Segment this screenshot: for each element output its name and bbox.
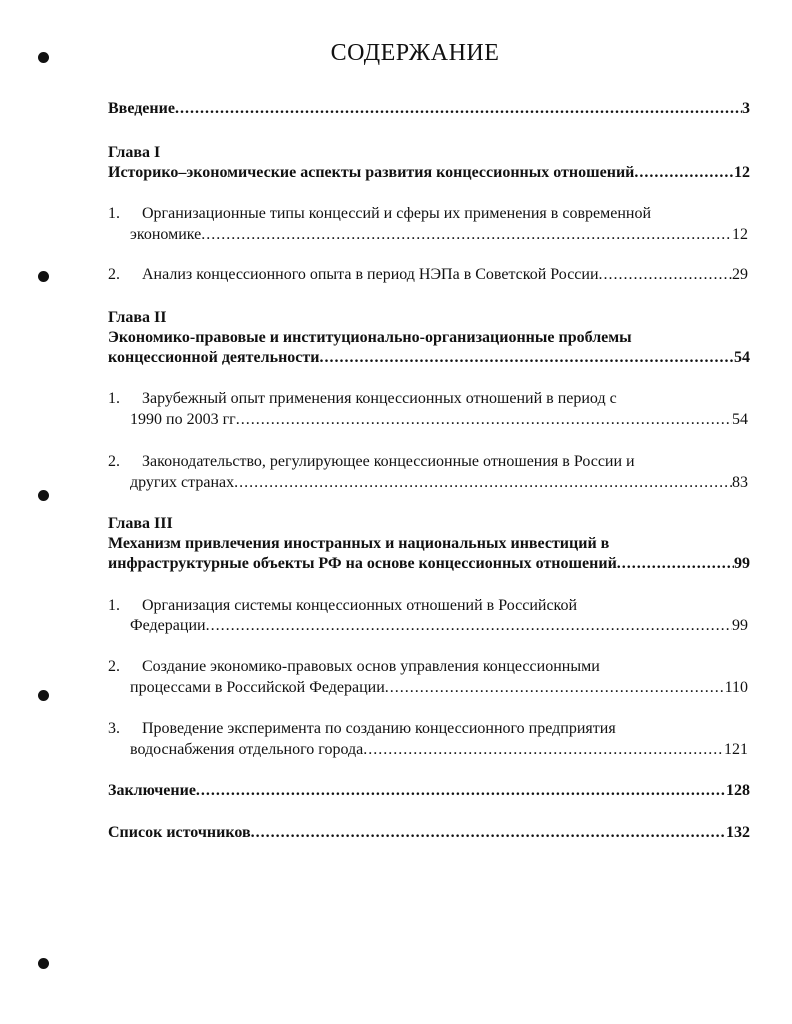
page-title: СОДЕРЖАНИЕ — [330, 40, 500, 66]
dot-leader — [196, 780, 726, 802]
item-number: 1. — [108, 205, 120, 222]
toc-item-line — [108, 264, 748, 286]
toc-page-number: 132 — [726, 824, 750, 841]
punch-hole-mark — [38, 958, 49, 969]
toc-item-line — [108, 677, 748, 699]
toc-item-line — [108, 718, 748, 740]
item-text: экономике — [130, 226, 202, 243]
item-text: Федерации — [130, 617, 206, 634]
item-text: Организационные типы концессий и сферы их применения в современной — [142, 205, 652, 222]
item-text: Создание экономико-правовых основ управления концессионными — [142, 658, 600, 675]
toc-page-number: 83 — [732, 474, 748, 491]
dot-leader — [251, 822, 726, 844]
dot-leader — [363, 739, 724, 761]
toc-page-number: 12 — [734, 164, 750, 181]
toc-entry-label: Заключение — [108, 782, 196, 799]
chapter-title — [108, 162, 750, 184]
toc-page-number: 110 — [724, 679, 748, 696]
dot-leader — [617, 553, 734, 575]
chapter-title-text: инфраструктурные объекты РФ на основе концессионных отношений — [108, 555, 617, 572]
punch-hole-mark — [38, 271, 49, 282]
chapter-title-text: Историко–экономические аспекты развития концессионных отношений — [108, 164, 635, 181]
toc-page-number: 54 — [732, 411, 748, 428]
toc-item-line — [108, 388, 748, 410]
toc-item-line — [108, 451, 748, 473]
chapter-title — [108, 347, 750, 369]
chapter-title: Экономико-правовые и институционально-организационные проблемы — [108, 329, 632, 346]
toc-page-number: 121 — [724, 741, 748, 758]
chapter-title-text: концессионной деятельности — [108, 349, 320, 366]
toc-item-line — [108, 739, 748, 761]
item-number: 1. — [108, 597, 120, 614]
toc-item-line — [108, 615, 748, 637]
item-text: Проведение эксперимента по созданию концессионного предприятия — [142, 720, 616, 737]
toc-item-line — [108, 203, 748, 225]
chapter-heading: Глава III — [108, 515, 173, 532]
item-number: 3. — [108, 720, 120, 737]
item-number: 2. — [108, 266, 120, 283]
item-text: Законодательство, регулирующее концессионные отношения в России и — [142, 453, 635, 470]
toc-page-number: 54 — [734, 349, 750, 366]
item-number: 2. — [108, 453, 120, 470]
item-text: других странах — [130, 474, 235, 491]
punch-hole-mark — [38, 690, 49, 701]
item-text: водоснабжения отдельного города — [130, 741, 364, 758]
dot-leader — [234, 472, 732, 494]
toc-item-line — [108, 224, 748, 246]
dot-leader — [236, 409, 732, 431]
toc-item-line — [108, 656, 748, 678]
toc-entry-intro — [108, 98, 750, 120]
item-text: Анализ концессионного опыта в период НЭПа в Советской России — [142, 266, 599, 283]
dot-leader — [206, 615, 732, 637]
chapter-heading: Глава II — [108, 309, 167, 326]
toc-page-number: 12 — [732, 226, 748, 243]
dot-leader — [319, 347, 734, 369]
item-text: Организация системы концессионных отношений в Российской — [142, 597, 578, 614]
chapter-title: Механизм привлечения иностранных и национальных инвестиций в — [108, 535, 610, 552]
dot-leader — [634, 162, 734, 184]
item-number: 2. — [108, 658, 120, 675]
toc-page-number: 3 — [742, 100, 750, 117]
toc-page-number: 29 — [732, 266, 748, 283]
toc-item-line — [108, 472, 748, 494]
toc-item-line — [108, 595, 748, 617]
toc-entry-sources — [108, 822, 750, 844]
punch-hole-mark — [38, 490, 49, 501]
toc-page-number: 99 — [732, 617, 748, 634]
item-text: Зарубежный опыт применения концессионных отношений в период с — [142, 390, 617, 407]
chapter-heading: Глава I — [108, 144, 161, 161]
dot-leader — [385, 677, 725, 699]
toc-entry-label: Список источников — [108, 824, 251, 841]
toc-page-number: 99 — [734, 555, 750, 572]
dot-leader — [175, 98, 742, 120]
toc-entry-label: Введение — [108, 100, 175, 117]
item-number: 1. — [108, 390, 120, 407]
toc-item-line — [108, 409, 748, 431]
item-text: 1990 по 2003 гг — [130, 411, 236, 428]
toc-page-number: 128 — [726, 782, 750, 799]
item-text: процессами в Российской Федерации — [130, 679, 385, 696]
chapter-title — [108, 553, 750, 575]
dot-leader — [599, 264, 732, 286]
toc-entry-conclusion — [108, 780, 750, 802]
dot-leader — [201, 224, 732, 246]
